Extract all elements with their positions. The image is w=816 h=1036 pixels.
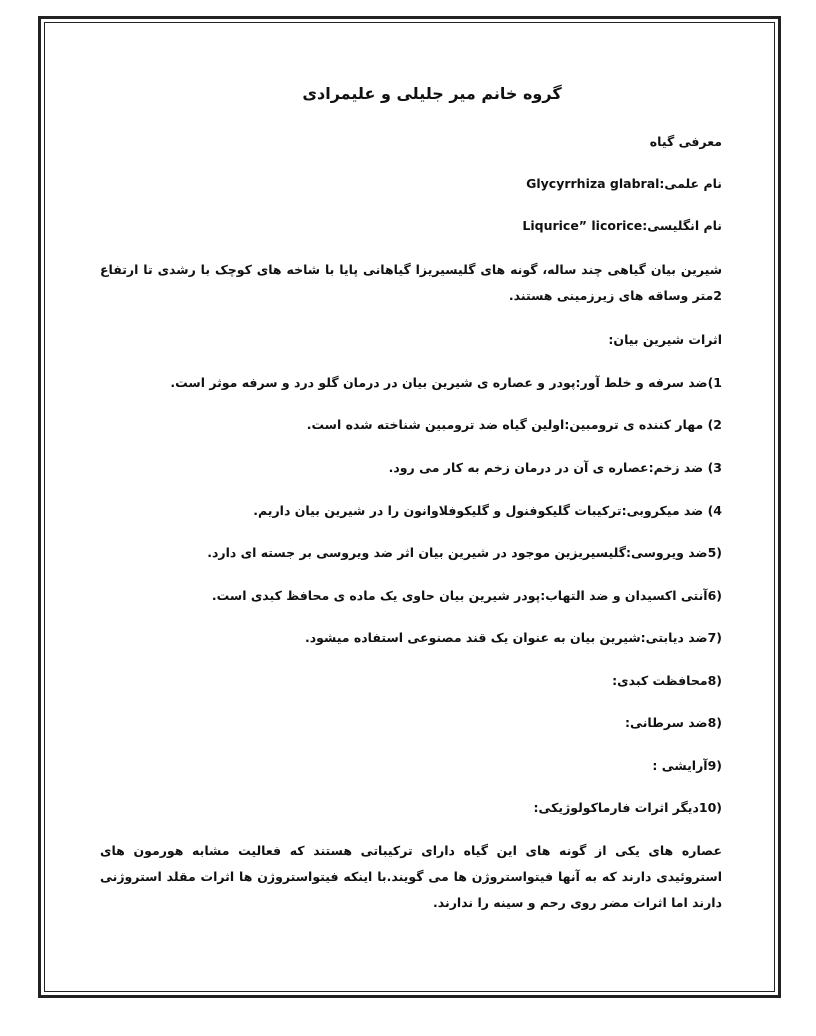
english-name-label: نام انگلیسی: (642, 218, 722, 233)
intro-paragraph: شیرین بیان گیاهی چند ساله، گونه های گلیسیریزا گیاهانی پایا با شاخه های کوچک با رشدی تا ارتفاع 2متر وساقه های زیرزمینی هستند. (100, 262, 722, 303)
english-name-value: Liqurice” licorice (522, 218, 643, 233)
effect-item: 2) مهار کننده ی ترومبین:اولین گیاه ضد ترومبین شناخته شده است. (306, 417, 722, 432)
effect-item: (9آرایشی : (652, 758, 722, 773)
effect-item: (7ضد دیابتی:شیرین بیان به عنوان یک قند مصنوعی استفاده میشود. (304, 630, 722, 645)
closing-paragraph: عصاره های یکی از گونه های این گیاه دارای ترکیباتی هستند که فعالیت مشابه هورمون های استروئیدی دارند که به آنها فیتواستروژن ها می گویند.با اینکه فیتواستروژن ها اثرات مقلد استروژنی دارند اما اثرات مضر روی رحم و سینه را ندارند. (100, 843, 722, 910)
section-heading: معرفی گیاه (649, 134, 722, 149)
effects-heading: اثرات شیرین بیان: (608, 332, 722, 347)
document-title (100, 84, 722, 103)
effect-item: (8ضد سرطانی: (625, 715, 722, 730)
scientific-name-line (100, 175, 722, 193)
effect-item: 3) ضد زخم:عصاره ی آن در درمان زخم به کار می رود. (388, 460, 722, 475)
document-title-text: گروه خانم میر جلیلی و علیمرادی (302, 84, 562, 103)
effect-item: (10دیگر اثرات فارماکولوژیکی: (533, 800, 722, 815)
effect-item: (8محافظت کبدی: (612, 673, 722, 688)
effect-item: (5ضد ویروسی:گلیسیریزین موجود در شیرین بیان اثر ضد ویروسی بر جسته ای دارد. (207, 545, 722, 560)
english-name-line (100, 217, 722, 235)
scientific-name-value: Glycyrrhiza glabral (526, 176, 660, 191)
scientific-name-label: نام علمی: (659, 176, 722, 191)
effect-item: 1)ضد سرفه و خلط آور:پودر و عصاره ی شیرین بیان در درمان گلو درد و سرفه موثر است. (170, 375, 722, 390)
effect-item: 4) ضد میکروبی:ترکیبات گلیکوفنول و گلیکوفلاوانون را در شیرین بیان داریم. (253, 503, 722, 518)
effect-item: (6آنتی اکسیدان و ضد التهاب:پودر شیرین بیان حاوی یک ماده ی محافظ کبدی است. (211, 588, 722, 603)
